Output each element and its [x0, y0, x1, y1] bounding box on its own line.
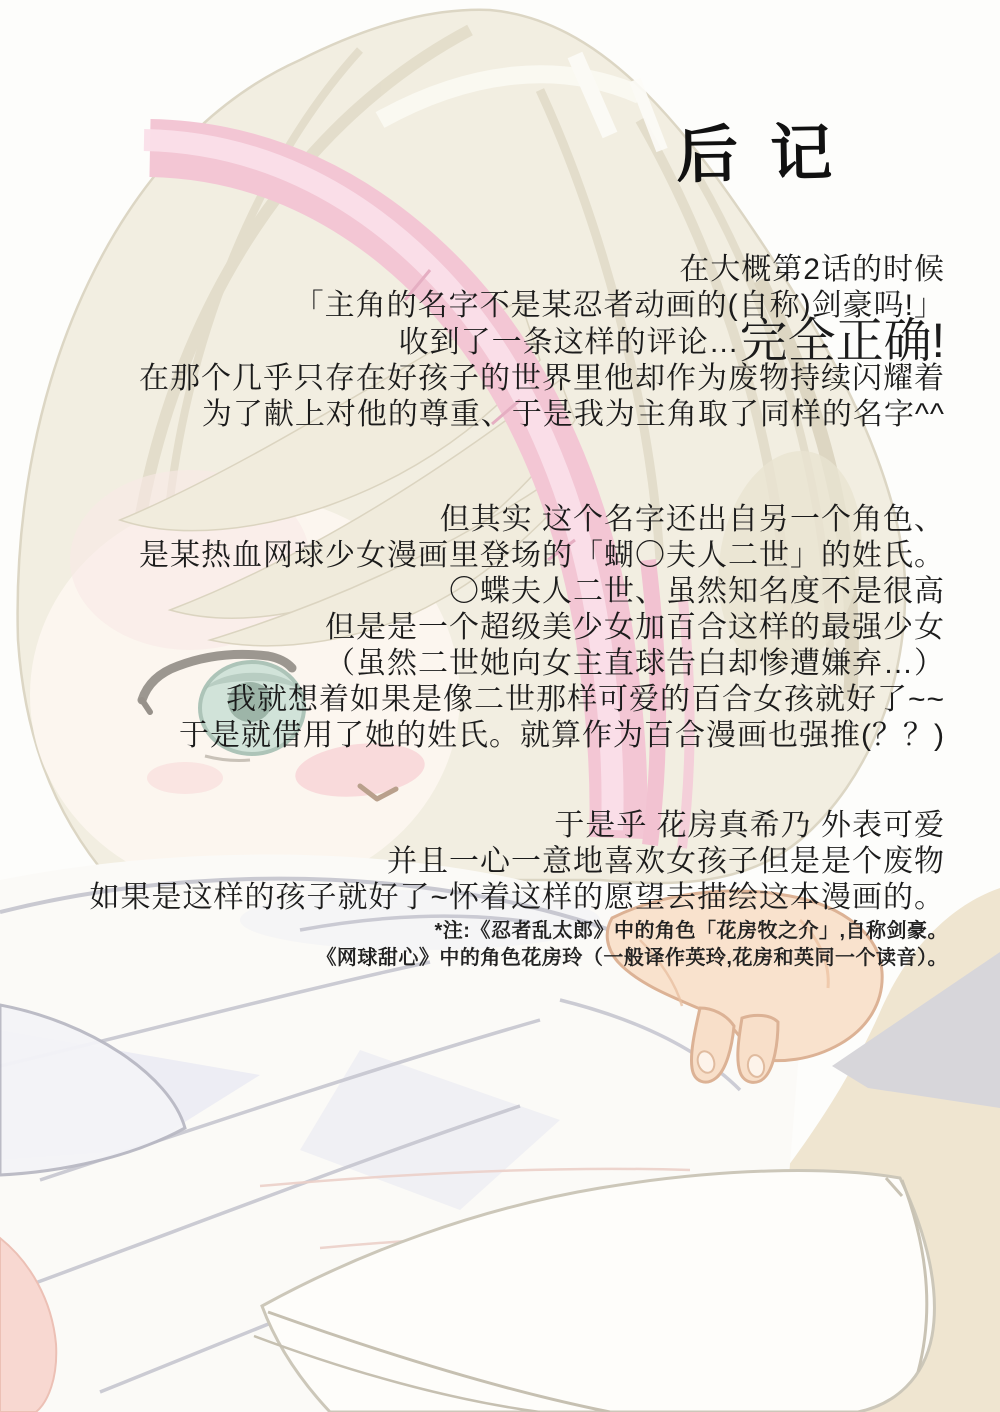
afterword-line: 但是是一个超级美少女加百合这样的最强少女 — [325, 611, 945, 644]
afterword-line: 我就想着如果是像二世那样可爱的百合女孩就好了~~ — [225, 683, 945, 716]
afterword-line: 是某热血网球少女漫画里登场的「蝴〇夫人二世」的姓氏。 — [139, 539, 945, 572]
paragraph-name-origin — [139, 252, 945, 433]
afterword-line: 并且一心一意地喜欢女孩子但是是个废物 — [387, 845, 945, 878]
afterword-line: 于是就借用了她的姓氏。就算作为百合漫画也强推(？？) — [179, 719, 945, 752]
afterword-line-with-emphasis — [139, 315, 945, 368]
afterword-line-prefix: 收到了一条这样的评论… — [398, 326, 740, 359]
footnote-line: 《网球甜心》中的角色花房玲（一般译作英玲,花房和英同一个读音）。 — [316, 947, 948, 969]
afterword-line: 于是乎 花房真希乃 外表可爱 — [554, 809, 945, 842]
paragraph-character-concept — [89, 808, 945, 916]
translator-footnote — [316, 918, 948, 972]
paragraph-second-origin — [139, 502, 945, 754]
afterword-line: 如果是这样的孩子就好了~怀着这样的愿望去描绘这本漫画的。 — [89, 881, 945, 914]
afterword-line: 在大概第2话的时候 — [679, 253, 945, 286]
page-title: 后记 — [675, 118, 865, 191]
afterword-line: 在那个几乎只存在好孩子的世界里他却作为废物持续闪耀着 — [139, 362, 945, 395]
afterword-line: 为了献上对他的尊重、于是我为主角取了同样的名字^^ — [201, 398, 945, 431]
footnote-line: *注:《忍者乱太郎》中的角色「花房牧之介」,自称剑豪。 — [434, 920, 948, 942]
afterword-line: （虽然二世她向女主直球告白却惨遭嫌弃…） — [325, 647, 945, 680]
afterword-line: 「主角的名字不是某忍者动画的(自称)剑豪吗!」 — [293, 289, 945, 322]
afterword-line: 〇蝶夫人二世、虽然知名度不是很高 — [449, 575, 945, 608]
emphasis-text: 完全正确! — [739, 315, 945, 368]
afterword-line: 但其实 这个名字还出自另一个角色、 — [439, 503, 945, 536]
